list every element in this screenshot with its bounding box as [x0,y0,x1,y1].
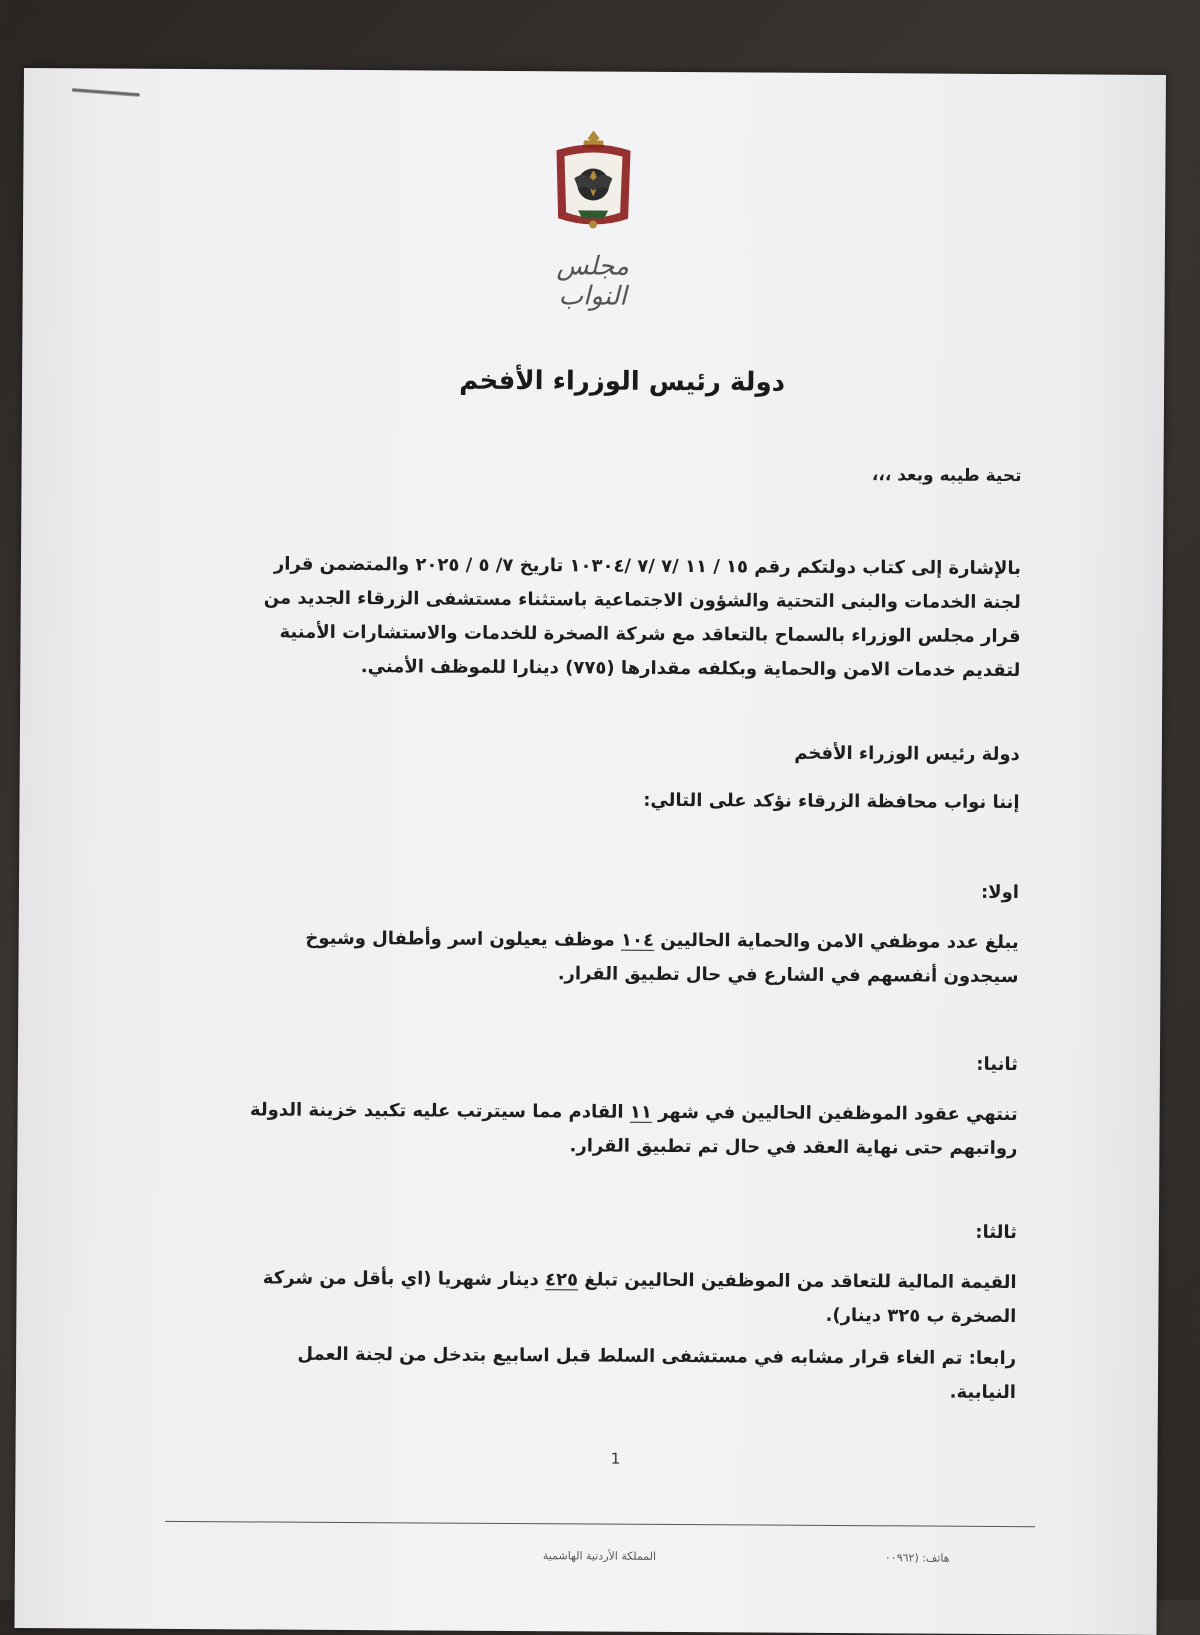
section-third-body [226,1261,1016,1334]
section-third-text-after: دينار شهريا (اي بأقل من شركة الصخرة ب ٣٢٥ دينار). [262,1267,1017,1328]
section-third-underlined-number: ٤٢٥ [545,1269,579,1291]
section-fourth [226,1337,1016,1410]
greeting: تحية طيبه وبعد ،،، [871,465,1022,487]
section-second-text-after: القادم مما سيترتب عليه تكبيد خزينة الدولة رواتبهم حتى نهاية العقد في حال تم تطبيق القرار. [249,1099,1018,1160]
page-number: 1 [610,1449,621,1468]
section-second-body [227,1093,1017,1166]
section-first-heading: اولا: [980,881,1020,904]
staple [72,88,140,97]
footer-divider [165,1521,1035,1527]
jordan-coat-of-arms-emblem [548,126,639,237]
section-third-text-before: القيمة المالية للتعاقد من الموظفين الحاليين تبلغ [577,1269,1017,1294]
section-first-body [228,921,1018,994]
letter-page [14,68,1166,1635]
footer-phone-text: هاتف: (٠٠٩٦٢ [884,1551,950,1565]
intro-paragraph: بالإشارة إلى كتاب دولتكم رقم ١٥ / ١١ /٧ /٧ /١٠٣٠٤ تاريخ ٧/ ٥ / ٢٠٢٥ والمتضمن قرار لجنة الخدمات والبنى التحتية والشؤون الاجتماعية باستثناء مستشفى الزرقاء الجديد من قرار مجلس الوزراء بالسماح بالتعاقد مع شركة الصخرة للخدمات والاستشارات الأمنية لتقديم خدمات الامن والحماية وبكلفه مقدارها (٧٧٥) دينارا للموظف الأمني. [263,553,1022,682]
section-first-underlined-number: ١٠٤ [620,929,655,951]
section-first-text-after: موظف يعيلون اسر وأطفال وشيوخ سيجدون أنفسهم في الشارع في حال تطبيق القرار. [305,927,1019,988]
section-second-underlined-number: ١١ [629,1101,652,1123]
emphasis-line: إننا نواب محافظة الزرقاء نؤكد على التالي: [643,789,1020,814]
footer-kingdom-text: المملكة الأردنية الهاشمية [542,1549,657,1563]
section-fourth-text: تم الغاء قرار مشابه في مستشفى السلط قبل اسابيع بتدخل من لجنة العمل النيابية. [297,1343,1016,1404]
parliament-calligraphy-logo: مجلس النواب [556,251,630,312]
section-fourth-heading: رابعا: [968,1347,1017,1370]
second-salutation: دولة رئيس الوزراء الأفخم [794,742,1020,766]
section-first-text-before: يبلغ عدد موظفي الامن والحماية الحاليين [653,929,1019,954]
section-second-text-before: تنتهي عقود الموظفين الحاليين في شهر [651,1101,1018,1126]
addressee-title: دولة رئيس الوزراء الأفخم [459,365,786,398]
section-third-heading: ثالثا: [975,1221,1017,1244]
section-second-heading: ثانيا: [976,1053,1018,1076]
